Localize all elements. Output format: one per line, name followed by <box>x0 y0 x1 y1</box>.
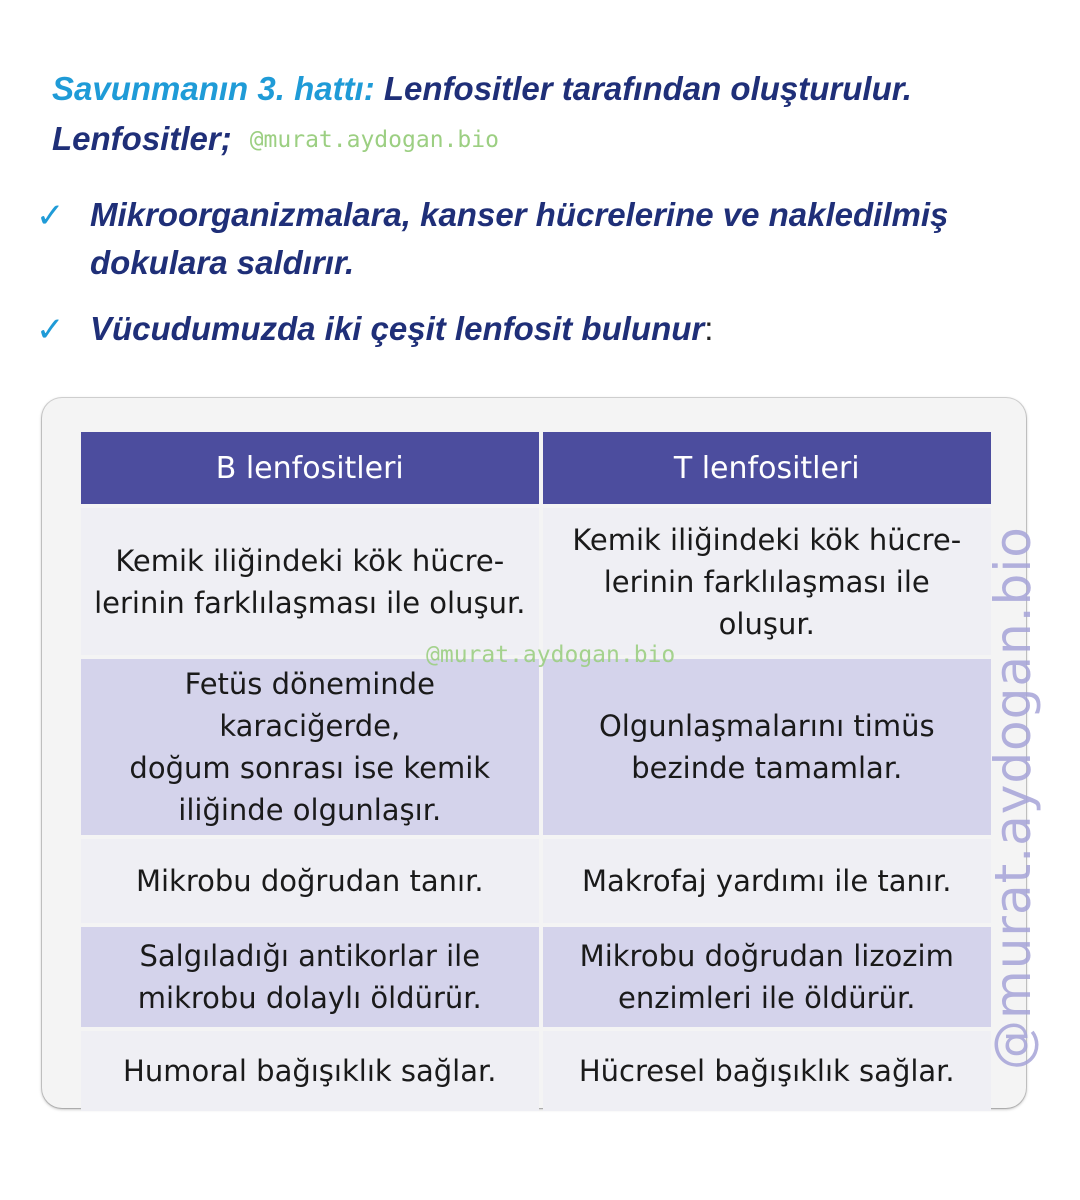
table-row <box>81 508 991 655</box>
heading-text: Lenfositler tarafından oluşturulur. <box>374 70 912 107</box>
cell-line: lerinin farklılaşması ile oluşur. <box>94 585 526 620</box>
t-cell <box>543 839 991 923</box>
author-handle: @murat.aydogan.bio <box>249 127 499 153</box>
table-row <box>81 659 991 835</box>
heading-line-2 <box>52 120 499 158</box>
cell-line: Mikrobu doğrudan lizozim <box>579 939 954 973</box>
cell-line: mikrobu dolaylı öldürür. <box>137 981 482 1015</box>
vertical-watermark: @murat.aydogan.bio <box>984 526 1042 1070</box>
cell-line: Salgıladığı antikorlar ile <box>139 939 481 973</box>
cell-line: Fetüs döneminde karaciğerde, <box>184 667 435 743</box>
cell-line: Kemik iliğindeki kök hücre- <box>572 522 962 557</box>
bullet-2-text <box>90 310 713 348</box>
cell-line: iliğinde olgunlaşır. <box>178 793 442 827</box>
t-cell <box>543 1031 991 1111</box>
lymphocytes-label: Lenfositler; <box>52 120 232 157</box>
header-t-lymphocytes: T lenfositleri <box>543 432 991 504</box>
cell-line: bezinde tamamlar. <box>631 751 903 785</box>
cell-line: Kemik iliğindeki kök hücre- <box>115 543 505 578</box>
cell-line: Humoral bağışıklık sağlar. <box>123 1054 497 1088</box>
cell-line: doğum sonrası ise kemik <box>129 751 491 785</box>
cell-line: Olgunlaşmalarını timüs <box>598 709 935 743</box>
defense-line-label: Savunmanın 3. hattı: <box>52 70 375 107</box>
bullet-2-label: Vücudumuzda iki çeşit lenfosit bulunur <box>90 310 705 347</box>
table-row <box>81 927 991 1027</box>
t-cell <box>543 927 991 1027</box>
cell-line: oluşur. <box>718 606 815 641</box>
table-header-row <box>81 432 991 504</box>
t-cell <box>543 508 991 655</box>
lymphocyte-comparison-table <box>77 428 995 1115</box>
bullet-2-colon: : <box>704 310 714 347</box>
cell-line: Mikrobu doğrudan tanır. <box>135 864 484 898</box>
check-icon: ✓ <box>36 310 65 350</box>
table-row <box>81 839 991 923</box>
b-cell <box>81 927 539 1027</box>
center-watermark: @murat.aydogan.bio <box>426 642 676 668</box>
bullet-1-line-1: Mikroorganizmalara, kanser hücrelerine ve nakledilmiş <box>90 196 949 233</box>
cell-line: Makrofaj yardımı ile tanır. <box>582 864 952 898</box>
b-cell <box>81 1031 539 1111</box>
b-cell <box>81 508 539 655</box>
table-row <box>81 1031 991 1111</box>
bullet-1-line-2: dokulara saldırır. <box>90 244 355 281</box>
b-cell <box>81 839 539 923</box>
cell-line: enzimleri ile öldürür. <box>618 981 916 1015</box>
check-icon: ✓ <box>36 196 65 236</box>
cell-line: Hücresel bağışıklık sağlar. <box>578 1054 955 1088</box>
header-b-lymphocytes: B lenfositleri <box>81 432 539 504</box>
cell-line: lerinin farklılaşması ile <box>603 564 930 599</box>
heading-line-1 <box>52 70 912 108</box>
b-cell <box>81 659 539 835</box>
t-cell <box>543 659 991 835</box>
